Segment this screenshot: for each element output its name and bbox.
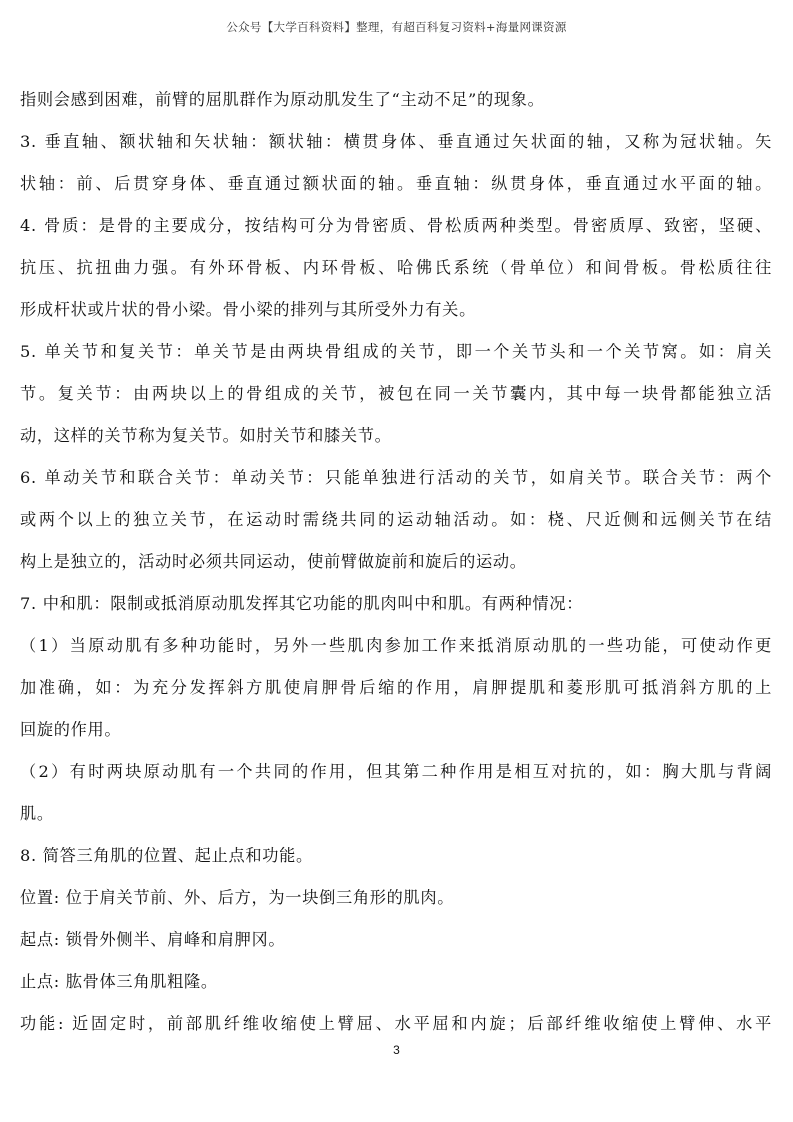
text-line: 3. 垂直轴、额状轴和矢状轴：额状轴：横贯身体、垂直通过矢状面的轴，又称为冠状轴。矢 — [20, 132, 772, 151]
text-line: 止点: 肱骨体三角肌粗隆。 — [20, 972, 218, 991]
text-line: （2）有时两块原动肌有一个共同的作用，但其第二种作用是相互对抗的，如：胸大肌与背阔 — [20, 762, 772, 781]
text-line: 6. 单动关节和联合关节：单动关节：只能单独进行活动的关节，如肩关节。联合关节：两个 — [20, 468, 772, 487]
document-body — [20, 79, 772, 1045]
page-header: 公众号【大学百科资料】整理，有超百科复习资料+海量网课资源 — [226, 20, 567, 34]
text-line: 指则会感到困难，前臂的屈肌群作为原动肌发生了“主动不足”的现象。 — [20, 90, 545, 109]
text-line: 节。复关节：由两块以上的骨组成的关节，被包在同一关节囊内，其中每一块骨都能独立活 — [20, 384, 772, 403]
text-line: 肌。 — [20, 804, 54, 823]
text-line: 动，这样的关节称为复关节。如肘关节和膝关节。 — [20, 426, 392, 445]
text-line: 8. 简答三角肌的位置、起止点和功能。 — [20, 846, 313, 865]
text-line: 构上是独立的，活动时必须共同运动，使前臂做旋前和旋后的运动。 — [20, 552, 527, 571]
text-line: 5. 单关节和复关节：单关节是由两块骨组成的关节，即一个关节头和一个关节窝。如：肩关 — [20, 342, 772, 361]
text-line: 状轴：前、后贯穿身体、垂直通过额状面的轴。垂直轴：纵贯身体，垂直通过水平面的轴。 — [20, 174, 772, 193]
text-line: 功能: 近固定时，前部肌纤维收缩使上臂屈、水平屈和内旋；后部纤维收缩使上臂伸、水平 — [20, 1014, 772, 1033]
text-line: 形成杆状或片状的骨小梁。骨小梁的排列与其所受外力有关。 — [20, 300, 476, 319]
text-line: 4. 骨质：是骨的主要成分，按结构可分为骨密质、骨松质两种类型。骨密质厚、致密，坚硬、 — [20, 216, 772, 235]
text-line: 位置: 位于肩关节前、外、后方，为一块倒三角形的肌肉。 — [20, 888, 455, 907]
text-line: （1）当原动肌有多种功能时，另外一些肌肉参加工作来抵消原动肌的一些功能，可使动作更 — [20, 636, 772, 655]
text-line: 加准确，如：为充分发挥斜方肌使肩胛骨后缩的作用，肩胛提肌和菱形肌可抵消斜方肌的上 — [20, 678, 772, 697]
text-line: 7. 中和肌：限制或抵消原动肌发挥其它功能的肌肉叫中和肌。有两种情况： — [20, 594, 584, 613]
text-line: 抗压、抗扭曲力强。有外环骨板、内环骨板、哈佛氏系统（骨单位）和间骨板。骨松质往往 — [20, 258, 772, 277]
text-line: 回旋的作用。 — [20, 720, 122, 739]
text-line: 起点: 锁骨外侧半、肩峰和肩胛冈。 — [20, 930, 286, 949]
page-number: 3 — [393, 1043, 400, 1057]
text-line: 或两个以上的独立关节，在运动时需绕共同的运动轴活动。如：桡、尺近侧和远侧关节在结 — [20, 510, 772, 529]
